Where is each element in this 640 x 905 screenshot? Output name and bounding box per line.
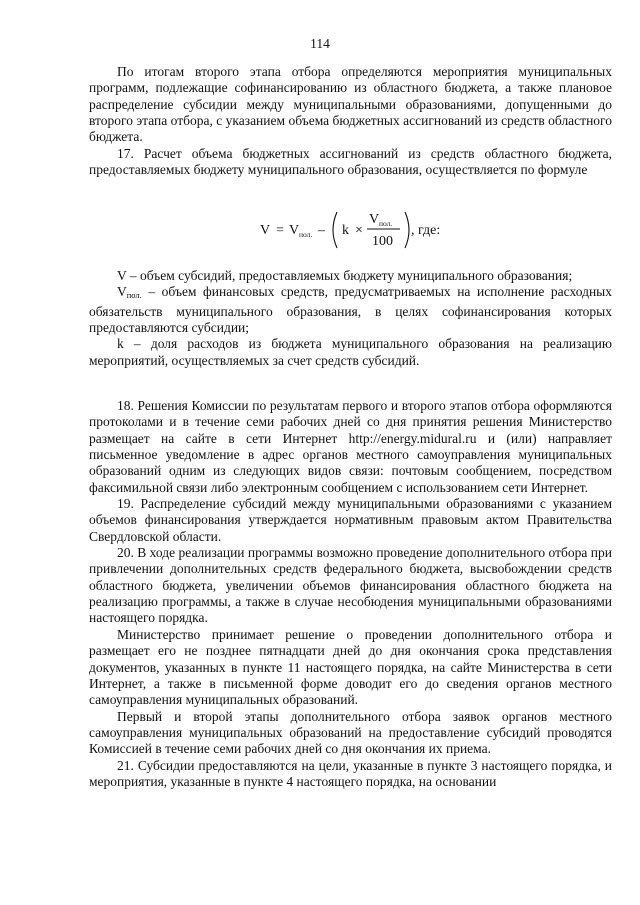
definition-vpol: [89, 284, 612, 336]
paragraph-21-subsidies-purpose: 21. Субсидии предоставляются на цели, указанные в пункте 3 настоящего порядка, и мероприятия, указанные в пункте 4 настоящего порядка, на основании: [89, 757, 612, 789]
formula-equals: =: [276, 223, 284, 238]
definition-vpol-text: – объем финансовых средств, предусматриваемых на исполнение расходных обязательств муниципального образования, в целях софинансирования которых предоставляются субсидии;: [89, 284, 612, 336]
formula-minus: –: [318, 223, 325, 238]
formula-times: ×: [355, 223, 363, 238]
formula-numerator-sub: пол.: [379, 219, 393, 228]
paragraph-selection-results: По итогам второго этапа отбора определяются мероприятия муниципальных программ, подлежащие софинансированию из областного бюджета, а также плановое распределение субсидии между муниципальными образованиями, допущенными до второго этапа отбора, с указанием объема бюджетных ассигнований из средств областного бюджета.: [89, 64, 612, 145]
formula-lhs: V: [260, 223, 271, 238]
paragraph-20-additional-selection: 20. В ходе реализации программы возможно проведение дополнительного отбора при привлечении дополнительных средств федерального бюджета, высвобождении средств областного бюджета, увеличении объемов финансирования областного бюджета на реализацию программы, а также в случае несобюдения муниципальными образованиями настоящего порядка.: [89, 545, 612, 626]
formula-k: k: [342, 223, 349, 238]
definition-vpol-symbol: V: [117, 284, 127, 300]
formula-right-paren: [405, 212, 409, 248]
formula-svg: [255, 190, 455, 260]
subsidy-formula: [255, 190, 455, 260]
paragraph-17-calculation: 17. Расчет объема бюджетных ассигнований из средств областного бюджета, предоставляемых бюджету муниципального образования, осуществляется по формуле: [89, 145, 612, 178]
formula-denominator: 100: [372, 234, 393, 249]
formula-left-paren: [333, 212, 337, 248]
definition-v: V – объем субсидий, предоставляемых бюджету муниципального образования;: [117, 268, 573, 283]
formula-v-main-sub: пол.: [299, 230, 313, 239]
paragraph-19-distribution: 19. Распределение субсидий между муниципальными образованиями с указанием объемов финансирования утверждается нормативным правовым актом Правительства Свердловской области.: [89, 496, 612, 544]
paragraph-ministry-decision: Министерство принимает решение о проведении дополнительного отбора и размещает его не позднее пятнадцати дней до дня окончания срока представления документов, указанных в пункте 11 настоящего порядка, на сайте Министерства в сети Интернет, а также в письменной форме доводит его до сведения органов местного самоуправления муниципальных образований.: [89, 626, 612, 708]
formula-v-main: V: [289, 223, 300, 238]
formula-numerator: V: [369, 212, 380, 227]
text-block-bottom: [89, 398, 612, 790]
text-block-top: [89, 64, 612, 178]
page-number: 114: [310, 36, 330, 51]
formula-suffix: , где:: [411, 223, 441, 238]
definition-vpol-subscript: пол.: [126, 290, 142, 301]
paragraph-stages-of-additional-selection: Первый и второй этапы дополнительного отбора заявок органов местного самоуправления муниципальных образований на предоставление субсидий проводятся Комиссией в течение семи рабочих дней со дня окончания их приема.: [89, 708, 612, 757]
definition-k: k – доля расходов из бюджета муниципального образования на реализацию мероприятий, осуществляемых за счет средств субсидий.: [89, 336, 612, 368]
text-block-definitions: [89, 268, 612, 369]
paragraph-18-commission-decisions: 18. Решения Комиссии по результатам первого и второго этапов отбора оформляются протоколами и в течение семи рабочих дней со дня принятия решения Министерство размещает на сайте в сети Интернет http://energy.midural.ru и (или) направляет письменное уведомление в адрес органов местного самоуправления муниципальных образований одним из следующих видов связи: почтовым сообщением, посредством факсимильной связи либо электронным сообщением с использованием сети Интернет.: [89, 398, 612, 495]
